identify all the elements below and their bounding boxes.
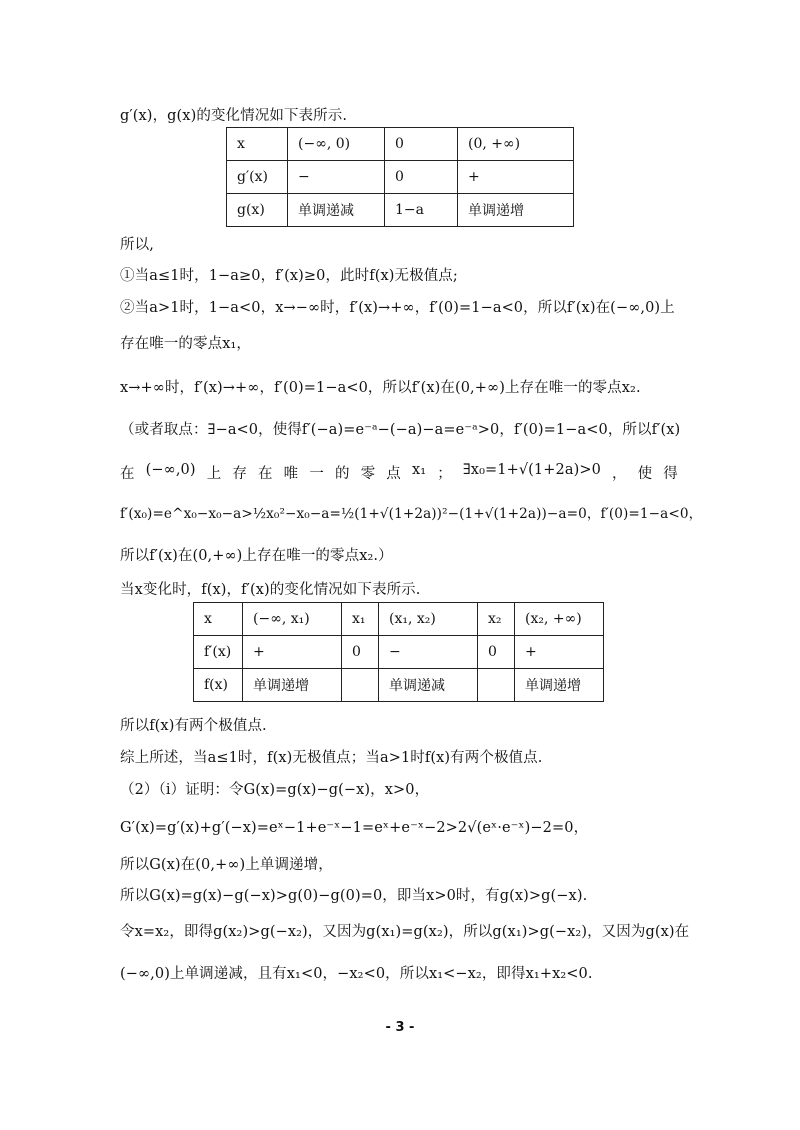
table-cell: g′(x) [227, 161, 288, 194]
alt-line-1: （或者取点：∃−a<0，使得f′(−a)=e⁻ᵃ−(−a)−a=e⁻ᵃ>0，f′(0)=1−a<0，所以f′(x) [120, 422, 681, 438]
table-cell: f′(x) [194, 636, 243, 669]
table-cell: (x₂, +∞) [515, 603, 604, 636]
table-cell: 单调递增 [243, 669, 342, 702]
let-line-1: 令x=x₂，即得g(x₂)>g(−x₂)，又因为g(x₁)=g(x₂)，所以g(x₁)>g(−x₂)，又因为g(x)在 [120, 924, 690, 940]
alt-word: 得 [663, 466, 678, 482]
let-line-2: (−∞,0)上单调递减，且有x₁<0，−x₂<0，所以x₁<−x₂，即得x₁+x₂<0. [120, 966, 593, 982]
table-cell: 0 [385, 128, 458, 161]
table-cell: − [379, 636, 478, 669]
table-cell: 0 [478, 636, 515, 669]
alt-word: ； [437, 466, 452, 482]
alt-line-2 [120, 462, 678, 483]
case2-line-b: 存在唯一的零点x₁， [120, 336, 251, 352]
alt-word: 使 [637, 466, 653, 482]
table-cell: x [194, 603, 243, 636]
alt-word: (−∞,0) [145, 462, 196, 478]
intro-line: g′(x)，g(x)的变化情况如下表所示. [120, 108, 348, 124]
derivative-line: G′(x)=g′(x)+g′(−x)=eˣ−1+e⁻ˣ−1=eˣ+e⁻ˣ−2>2√(eˣ·e⁻ˣ)−2=0， [120, 820, 589, 836]
table-cell: 单调递增 [458, 194, 574, 227]
alt-word: 零 [360, 466, 376, 482]
alt-line-3: f′(x₀)=e^x₀−x₀−a>½x₀²−x₀−a=½(1+√(1+2a))²−(1+√(1+2a))−a=0，f′(0)=1−a<0， [120, 506, 703, 522]
table-row [227, 194, 574, 227]
alt-word: 的 [334, 466, 350, 482]
table-row [227, 161, 574, 194]
alt-word: 在 [258, 466, 273, 482]
table-row [194, 636, 604, 669]
so-line: 所以, [120, 237, 154, 253]
alt-word: 存 [232, 466, 247, 482]
case2-line-c: x→+∞时，f′(x)→+∞，f′(0)=1−a<0，所以f′(x)在(0,+∞)上存在唯一的零点x₂. [120, 380, 641, 396]
page-number: - 3 - [385, 1020, 415, 1035]
table-cell: (−∞, x₁) [243, 603, 342, 636]
alt-word: 点 [386, 466, 401, 482]
table-cell: + [515, 636, 604, 669]
table-cell: g(x) [227, 194, 288, 227]
table-cell: (x₁, x₂) [379, 603, 478, 636]
table-cell: + [458, 161, 574, 194]
inequality-line: 所以G(x)=g(x)−g(−x)>g(0)−g(0)=0，即当x>0时，有g(x)>g(−x). [120, 888, 588, 904]
table-cell: x [227, 128, 288, 161]
table-cell: 1−a [385, 194, 458, 227]
table-row [227, 128, 574, 161]
two-extrema-line: 所以f(x)有两个极值点. [120, 718, 267, 734]
when-line: 当x变化时，f(x)，f′(x)的变化情况如下表所示. [120, 582, 421, 598]
table-cell: (0, +∞) [458, 128, 574, 161]
alt-word: 在 [120, 466, 135, 482]
table-cell: 单调递减 [379, 669, 478, 702]
table-row [194, 603, 604, 636]
table-cell: x₂ [478, 603, 515, 636]
table-cell: 0 [385, 161, 458, 194]
f-variation-table [193, 602, 604, 702]
table-cell [478, 669, 515, 702]
table-row [194, 669, 604, 702]
table-cell [342, 669, 379, 702]
alt-word: ∃x₀=1+√(1+2a)>0 [462, 462, 601, 478]
alt-word: x₁ [411, 462, 427, 478]
table-cell: − [288, 161, 385, 194]
part2-line: （2）（i）证明：令G(x)=g(x)−g(−x)，x>0， [120, 782, 430, 798]
table-cell: x₁ [342, 603, 379, 636]
table-cell: (−∞, 0) [288, 128, 385, 161]
g-variation-table [226, 127, 574, 227]
alt-word: 一 [309, 466, 324, 482]
table-cell: 单调递增 [515, 669, 604, 702]
table-cell: 0 [342, 636, 379, 669]
alt-word: 唯 [283, 466, 299, 482]
increasing-line: 所以G(x)在(0,+∞)上单调递增， [120, 857, 333, 873]
case1-line: ①当a≤1时，1−a≥0，f′(x)≥0，此时f(x)无极值点; [120, 268, 458, 284]
case2-line-a: ②当a>1时，1−a<0，x→−∞时，f′(x)→+∞，f′(0)=1−a<0，所以f′(x)在(−∞,0)上 [120, 300, 675, 316]
table-cell: + [243, 636, 342, 669]
alt-word: 上 [206, 466, 222, 482]
table-cell: f(x) [194, 669, 243, 702]
alt-line-4: 所以f′(x)在(0,+∞)上存在唯一的零点x₂.） [120, 548, 393, 564]
alt-word: ， [611, 466, 627, 482]
table-cell: 单调递减 [288, 194, 385, 227]
summary-line: 综上所述，当a≤1时，f(x)无极值点；当a>1时f(x)有两个极值点. [120, 750, 543, 766]
